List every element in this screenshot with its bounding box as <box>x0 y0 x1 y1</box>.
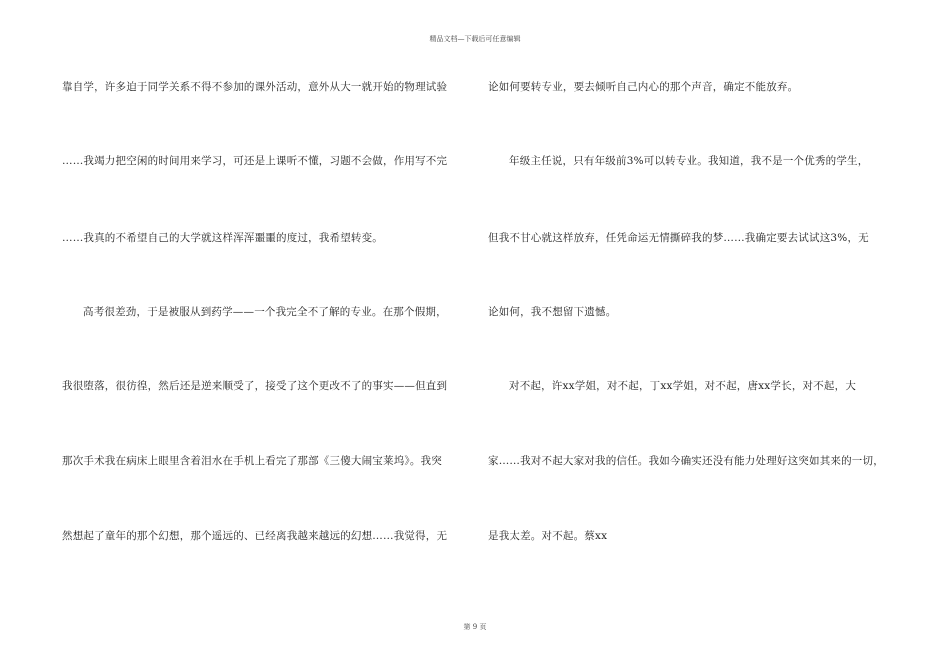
text-line: 论如何，我不想留下遗憾。 <box>488 306 617 318</box>
text-line: 然想起了童年的那个幻想，那个遥远的、已经离我越来越远的幻想……我觉得，无 <box>62 530 448 542</box>
text-line: 家……我对不起大家对我的信任。我如今确实还没有能力处理好这突如其来的一切， <box>488 455 884 467</box>
text-line: 高考很差劲，于是被服从到药学——一个我完全不了解的专业。在那个假期， <box>83 306 447 318</box>
text-line: 年级主任说，只有年级前3%可以转专业。我知道，我不是一个优秀的学生， <box>509 155 869 167</box>
text-line: 我很堕落，很彷徨，然后还是逆来顺受了，接受了这个更改不了的事实——但直到 <box>62 380 448 392</box>
right-text-column <box>488 0 898 672</box>
page-number: 第 9 页 <box>463 623 487 631</box>
text-line: 那次手术我在病床上眼里含着泪水在手机上看完了那部《三傻大闹宝莱坞》。我突 <box>62 455 442 467</box>
text-line: 靠自学，许多迫于同学关系不得不参加的课外活动，意外从大一就开始的物理试验 <box>62 81 448 93</box>
text-line: 但我不甘心就这样放弃，任凭命运无情撕碎我的梦……我确定要去试试这3%，无 <box>488 232 869 244</box>
left-text-column <box>62 0 472 672</box>
text-line: 是我太差。对不起。蔡xx <box>488 530 608 542</box>
text-line: 对不起，许xx学姐，对不起，丁xx学姐，对不起，唐xx学长，对不起，大 <box>509 380 857 392</box>
text-line: 论如何要转专业，要去倾听自己内心的那个声音，确定不能放弃。 <box>488 81 799 93</box>
page-header: 精品文档—下载后可任意编辑 <box>429 35 521 43</box>
text-line: ……我竭力把空闲的时间用来学习，可还是上课听不懂，习题不会做，作用写不完 <box>62 155 448 167</box>
text-line: ……我真的不希望自己的大学就这样浑浑噩噩的度过，我希望转变。 <box>62 232 383 244</box>
